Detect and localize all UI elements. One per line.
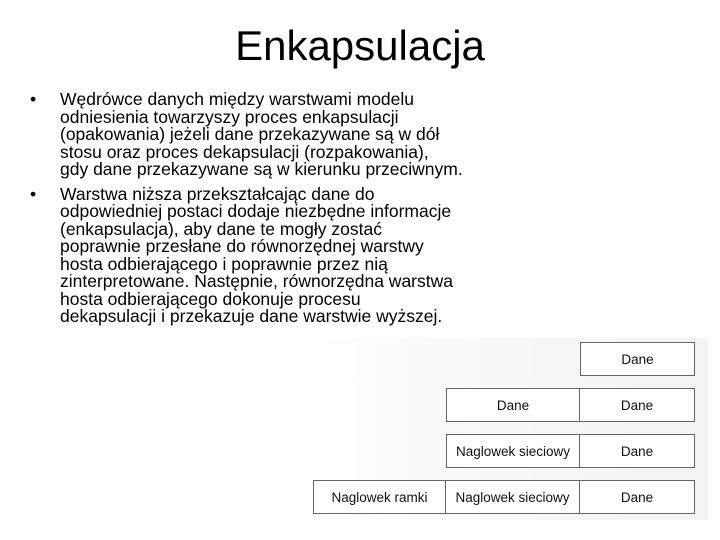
- bullet-line: dekapsulacji i przekazuje dane warstwie wyższej.: [60, 306, 443, 326]
- bullet-list: [30, 91, 550, 326]
- bullet-marker: •: [30, 89, 37, 109]
- bullet-line: gdy dane przekazywane są w kierunku przeciwnym.: [60, 159, 463, 179]
- bullet-line: Warstwa niższa przekształcając dane do: [60, 183, 375, 204]
- bullet-line: hosta odbierającego i poprawnie przez nią: [60, 253, 388, 274]
- bullet-line: hosta odbierającego dokonuje procesu: [60, 288, 361, 309]
- data-cell: Dane: [580, 434, 695, 468]
- bullet-item-1: [30, 91, 550, 179]
- encapsulation-diagram: [312, 338, 708, 520]
- slide-title: Enkapsulacja: [235, 22, 485, 69]
- data-cell: Dane: [580, 480, 695, 514]
- data-cell: Dane: [580, 342, 695, 376]
- bullet-line: stosu oraz proces dekapsulacji (rozpakowania),: [60, 141, 429, 162]
- data-cell: Dane: [580, 388, 695, 422]
- diagram-row-application: [580, 342, 695, 376]
- bullet-line: odniesienia towarzyszy proces enkapsulacji: [60, 106, 399, 127]
- diagram-row-link: [313, 480, 695, 514]
- bullet-line: poprawnie przesłane do równorzędnej warstwy: [60, 236, 424, 256]
- bullet-line: zinterpretowane. Następnie, równorzędna warstwa: [60, 271, 453, 291]
- diagram-row-network: [446, 434, 695, 468]
- bullet-line: odpowiedniej postaci dodaje niezbędne informacje: [60, 201, 452, 221]
- bullet-item-2: [30, 183, 550, 326]
- bullet-line: (enkapsulacja), aby dane te mogły zostać: [60, 218, 382, 239]
- network-header-cell: Naglowek sieciowy: [446, 434, 580, 468]
- data-cell: Dane: [446, 388, 580, 422]
- network-header-cell: Naglowek sieciowy: [446, 480, 580, 514]
- frame-header-cell: Naglowek ramki: [313, 480, 446, 514]
- bullet-line: Wędrówce danych między warstwami modelu: [60, 89, 415, 109]
- bullet-line: (opakowania) jeżeli dane przekazywane są w dół: [60, 124, 440, 144]
- bullet-marker: •: [30, 183, 37, 204]
- diagram-row-transport: [446, 388, 695, 422]
